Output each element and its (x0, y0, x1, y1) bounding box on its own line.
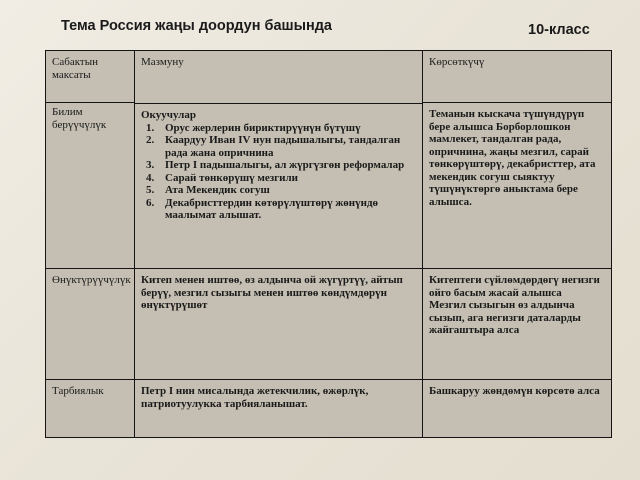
table-row (46, 51, 612, 103)
list-item: 5. Ата Мекендик согуш (157, 184, 417, 197)
table-row (46, 269, 612, 380)
education-content-intro: Окуучулар (141, 109, 196, 121)
lesson-plan-table (45, 50, 612, 438)
education-topic-list (141, 122, 417, 222)
education-label-cell (46, 103, 135, 269)
development-indicator: Китептеги сүйлөмдөрдөгү негизги ойго басым жасай алышса Мезгил сызыгын өз алдынча сызып, ага негизги даталарды жайгаштыра алса (429, 274, 600, 336)
upbringing-label: Тарбиялык (52, 385, 104, 397)
list-item: 1. Орус жерлерин бириктирүүнүн бүтүшү (157, 122, 417, 135)
education-label: Билим берүүчүлүк (52, 106, 107, 131)
list-item: 6. Декабристтердин көтөрүлүштөрү жөнүндө маалымат алышат. (157, 197, 417, 222)
development-indicator-cell (423, 269, 612, 380)
grade-label: 10-класс (528, 22, 590, 38)
education-indicator-cell (423, 103, 612, 269)
upbringing-content: Петр I нин мисалында жетекчилик, өжөрлүк, патриотуулукка тарбияланышат. (141, 385, 369, 410)
objectives-header: Сабактын максаты (52, 56, 98, 81)
development-content: Китеп менен иштөө, өз алдынча ой жүгүртүү, айтып берүү, мезгил сызыгы менен иштөө көндүмдөрүн өнүктүрүшөт (141, 274, 403, 311)
development-label-cell (46, 269, 135, 380)
indicator-header: Көрсөткүчү (429, 56, 485, 68)
content-header: Мазмуну (141, 56, 184, 68)
page-title: Тема Россия жаңы доордун башында (61, 18, 332, 34)
development-label: Өнүктүрүүчүлүк (52, 274, 131, 286)
objectives-header-cell (46, 51, 135, 103)
education-content-cell (135, 104, 423, 269)
upbringing-indicator-cell (423, 380, 612, 438)
indicator-header-cell (423, 51, 612, 103)
development-content-cell (135, 269, 423, 380)
list-item: 4. Сарай төнкөрүшү мезгили (157, 172, 417, 185)
content-header-cell (135, 51, 423, 104)
upbringing-content-cell (135, 380, 423, 438)
list-item: 2. Каардуу Иван IV нун падышалыгы, тандалган рада жана опричнина (157, 134, 417, 159)
list-item: 3. Петр I падышалыгы, ал жүргүзгөн реформалар (157, 159, 417, 172)
upbringing-label-cell (46, 380, 135, 438)
education-indicator: Теманын кыскача түшүндүрүп бере алышса Борборлошкон мамлекет, тандалган рада, опричнина, жаңы мезгил, сарай төнкөрүштөрү, декабристтер, ата мекендик согуш сыяктуу түшүнүктөргө аныктама бере алышса. (429, 108, 596, 208)
table-row (46, 380, 612, 438)
upbringing-indicator: Башкаруу жөндөмүн көрсөтө алса (429, 385, 600, 397)
